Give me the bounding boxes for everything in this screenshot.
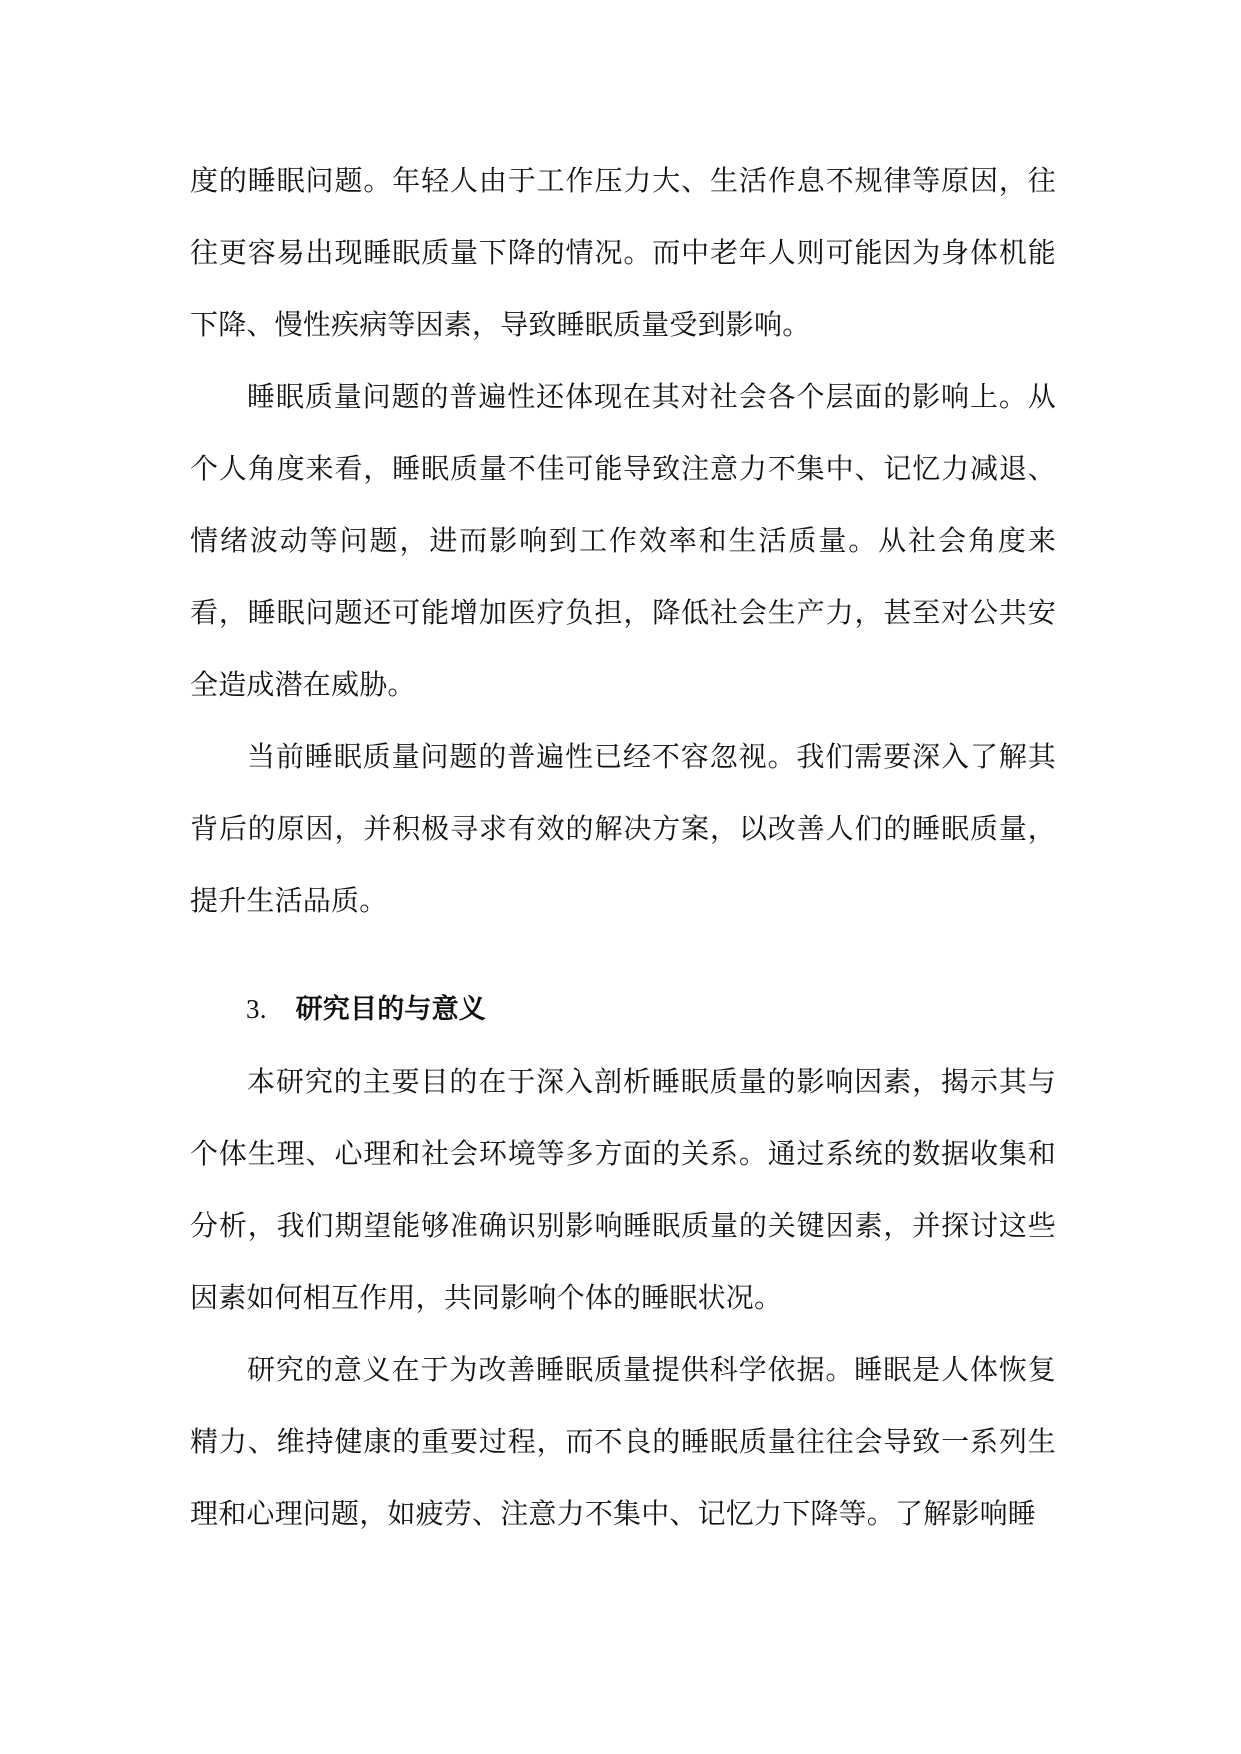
paragraph-sleep-conclusion: 当前睡眠质量问题的普遍性已经不容忽视。我们需要深入了解其背后的原因，并积极寻求有效的解决方案，以改善人们的睡眠质量，提升生活品质。 xyxy=(190,740,1056,917)
paragraph-research-purpose: 本研究的主要目的在于深入剖析睡眠质量的影响因素，揭示其与个体生理、心理和社会环境等多方面的关系。通过系统的数据收集和分析，我们期望能够准确识别影响睡眠质量的关键因素，并探讨这些因素如何相互作用，共同影响个体的睡眠状况。 xyxy=(190,1065,1056,1314)
paragraph-sleep-impact: 睡眠质量问题的普遍性还体现在其对社会各个层面的影响上。从个人角度来看，睡眠质量不佳可能导致注意力不集中、记忆力减退、情绪波动等问题，进而影响到工作效率和生活质量。从社会角度来看，睡眠问题还可能增加医疗负担，降低社会生产力，甚至对公共安全造成潜在威胁。 xyxy=(190,380,1056,701)
section-title: 研究目的与意义 xyxy=(295,994,487,1025)
paragraph-continuation: 度的睡眠问题。年轻人由于工作压力大、生活作息不规律等原因，往往更容易出现睡眠质量下降的情况。而中老年人则可能因为身体机能下降、慢性疾病等因素，导致睡眠质量受到影响。 xyxy=(190,164,1056,341)
section-heading xyxy=(190,973,1056,1046)
document-body xyxy=(190,145,1056,1550)
section-number: 3. xyxy=(246,994,267,1024)
paragraph-research-significance: 研究的意义在于为改善睡眠质量提供科学依据。睡眠是人体恢复精力、维持健康的重要过程，而不良的睡眠质量往往会导致一系列生理和心理问题，如疲劳、注意力不集中、记忆力下降等。了解影响睡 xyxy=(190,1353,1056,1530)
